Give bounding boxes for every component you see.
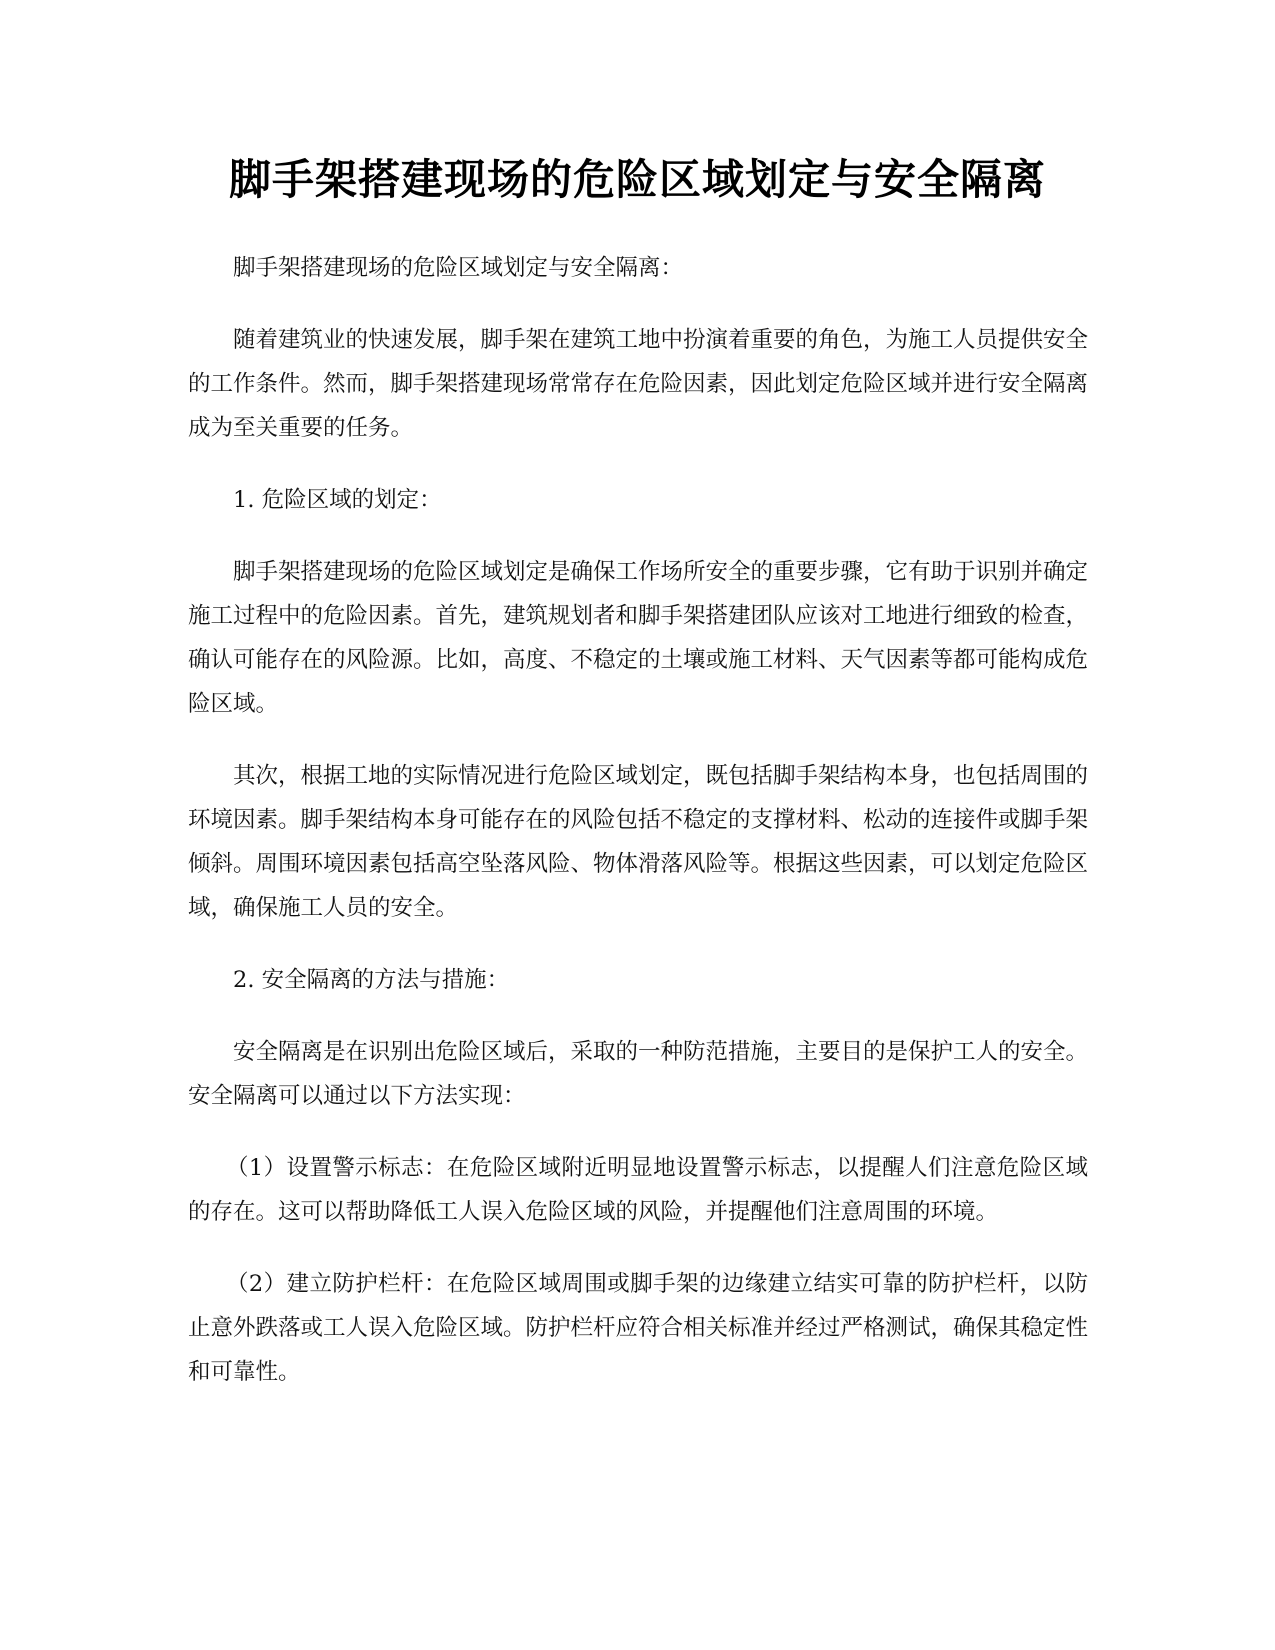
- section-1-heading: 1. 危险区域的划定：: [233, 487, 442, 513]
- intro-paragraph: 随着建筑业的快速发展，脚手架在建筑工地中扮演着重要的角色，为施工人员提供安全的工作条件。然而，脚手架搭建现场常常存在危险因素，因此划定危险区域并进行安全隔离成为至关重要的任务。: [188, 327, 1089, 441]
- section-1-paragraph-2: 其次，根据工地的实际情况进行危险区域划定，既包括脚手架结构本身，也包括周围的环境因素。脚手架结构本身可能存在的风险包括不稳定的支撑材料、松动的连接件或脚手架倾斜。周围环境因素包括高空坠落风险、物体滑落风险等。根据这些因素，可以划定危险区域，确保施工人员的安全。: [188, 763, 1089, 921]
- section-1-paragraph-1: 脚手架搭建现场的危险区域划定是确保工作场所安全的重要步骤，它有助于识别并确定施工过程中的危险因素。首先，建筑规划者和脚手架搭建团队应该对工地进行细致的检查，确认可能存在的风险源。比如，高度、不稳定的土壤或施工材料、天气因素等都可能构成危险区域。: [188, 559, 1089, 717]
- measure-item-1: （1）设置警示标志：在危险区域附近明显地设置警示标志，以提醒人们注意危险区域的存在。这可以帮助降低工人误入危险区域的风险，并提醒他们注意周围的环境。: [188, 1155, 1088, 1225]
- document-title: 脚手架搭建现场的危险区域划定与安全隔离: [228, 155, 1046, 204]
- measure-item-2: （2）建立防护栏杆：在危险区域周围或脚手架的边缘建立结实可靠的防护栏杆，以防止意外跌落或工人误入危险区域。防护栏杆应符合相关标准并经过严格测试，确保其稳定性和可靠性。: [188, 1271, 1089, 1385]
- document-body: [188, 246, 1088, 1422]
- section-2-paragraph-1: 安全隔离是在识别出危险区域后，采取的一种防范措施，主要目的是保护工人的安全。安全隔离可以通过以下方法实现：: [188, 1039, 1089, 1109]
- intro-heading-paragraph: 脚手架搭建现场的危险区域划定与安全隔离：: [233, 255, 684, 281]
- section-2-heading: 2. 安全隔离的方法与措施：: [233, 967, 510, 993]
